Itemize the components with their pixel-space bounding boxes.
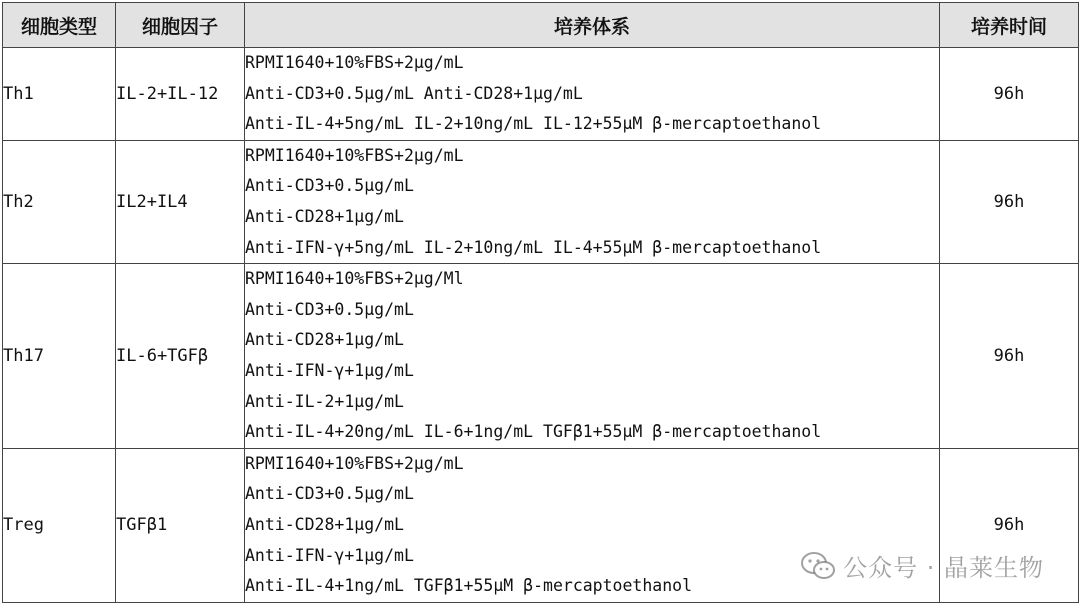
cytokines-value: IL2+IL4 [116, 140, 245, 263]
table-row [3, 140, 1079, 263]
cell-type-value: Th17 [3, 264, 116, 449]
culture-system-cell [245, 448, 940, 602]
header-culture-system: 培养体系 [245, 3, 940, 48]
header-row [3, 3, 1079, 48]
cytokines-value: TGFβ1 [116, 448, 245, 602]
table-row [3, 48, 1079, 141]
cytokines-value: IL-2+IL-12 [116, 48, 245, 141]
culture-system-line: Anti-IL-4+5ng/mL IL-2+10ng/mL IL-12+55μM β-mercaptoethanol [245, 114, 822, 134]
header-cytokines: 细胞因子 [116, 3, 245, 48]
culture-system-line: Anti-CD28+1μg/mL [245, 514, 404, 534]
culture-time-value: 96h [940, 264, 1079, 449]
culture-system-line: Anti-CD3+0.5μg/mL [245, 299, 414, 319]
cell-type-value: Th1 [3, 48, 116, 141]
culture-conditions-table [2, 2, 1079, 603]
culture-system-line: Anti-IL-2+1μg/mL [245, 391, 404, 411]
culture-system-cell [245, 264, 940, 449]
culture-system-line: Anti-CD28+1μg/mL [245, 206, 404, 226]
culture-system-cell [245, 140, 940, 263]
culture-system-line: Anti-IFN-γ+1μg/mL [245, 360, 414, 380]
culture-system-line: Anti-CD3+0.5μg/mL [245, 484, 414, 504]
culture-system-line: Anti-CD3+0.5μg/mL [245, 176, 414, 196]
culture-system-line: Anti-IL-4+1ng/mL TGFβ1+55μM β-mercaptoethanol [245, 576, 693, 596]
cytokines-value: IL-6+TGFβ [116, 264, 245, 449]
cell-type-value: Th2 [3, 140, 116, 263]
header-culture-time: 培养时间 [940, 3, 1079, 48]
culture-time-value: 96h [940, 140, 1079, 263]
culture-system-line: RPMI1640+10%FBS+2μg/mL [245, 453, 464, 473]
culture-system-cell [245, 48, 940, 141]
culture-system-line: RPMI1640+10%FBS+2μg/mL [245, 145, 464, 165]
culture-system-line: Anti-IFN-γ+5ng/mL IL-2+10ng/mL IL-4+55μM β-mercaptoethanol [245, 237, 822, 257]
culture-system-line: RPMI1640+10%FBS+2μg/Ml [245, 269, 464, 289]
culture-system-line: Anti-CD3+0.5μg/mL Anti-CD28+1μg/mL [245, 83, 583, 103]
watermark-text: 公众号 · 晶莱生物 [843, 554, 1044, 582]
header-cell-type: 细胞类型 [3, 3, 116, 48]
culture-time-value: 96h [940, 448, 1079, 602]
culture-system-line: Anti-CD28+1μg/mL [245, 330, 404, 350]
cell-type-value: Treg [3, 448, 116, 602]
culture-system-line: Anti-IL-4+20ng/mL IL-6+1ng/mL TGFβ1+55μM β-mercaptoethanol [245, 422, 822, 442]
culture-system-line: RPMI1640+10%FBS+2μg/mL [245, 53, 464, 72]
culture-system-line: Anti-IFN-γ+1μg/mL [245, 545, 414, 565]
culture-time-value: 96h [940, 48, 1079, 141]
table-row [3, 264, 1079, 449]
table-row [3, 448, 1079, 602]
